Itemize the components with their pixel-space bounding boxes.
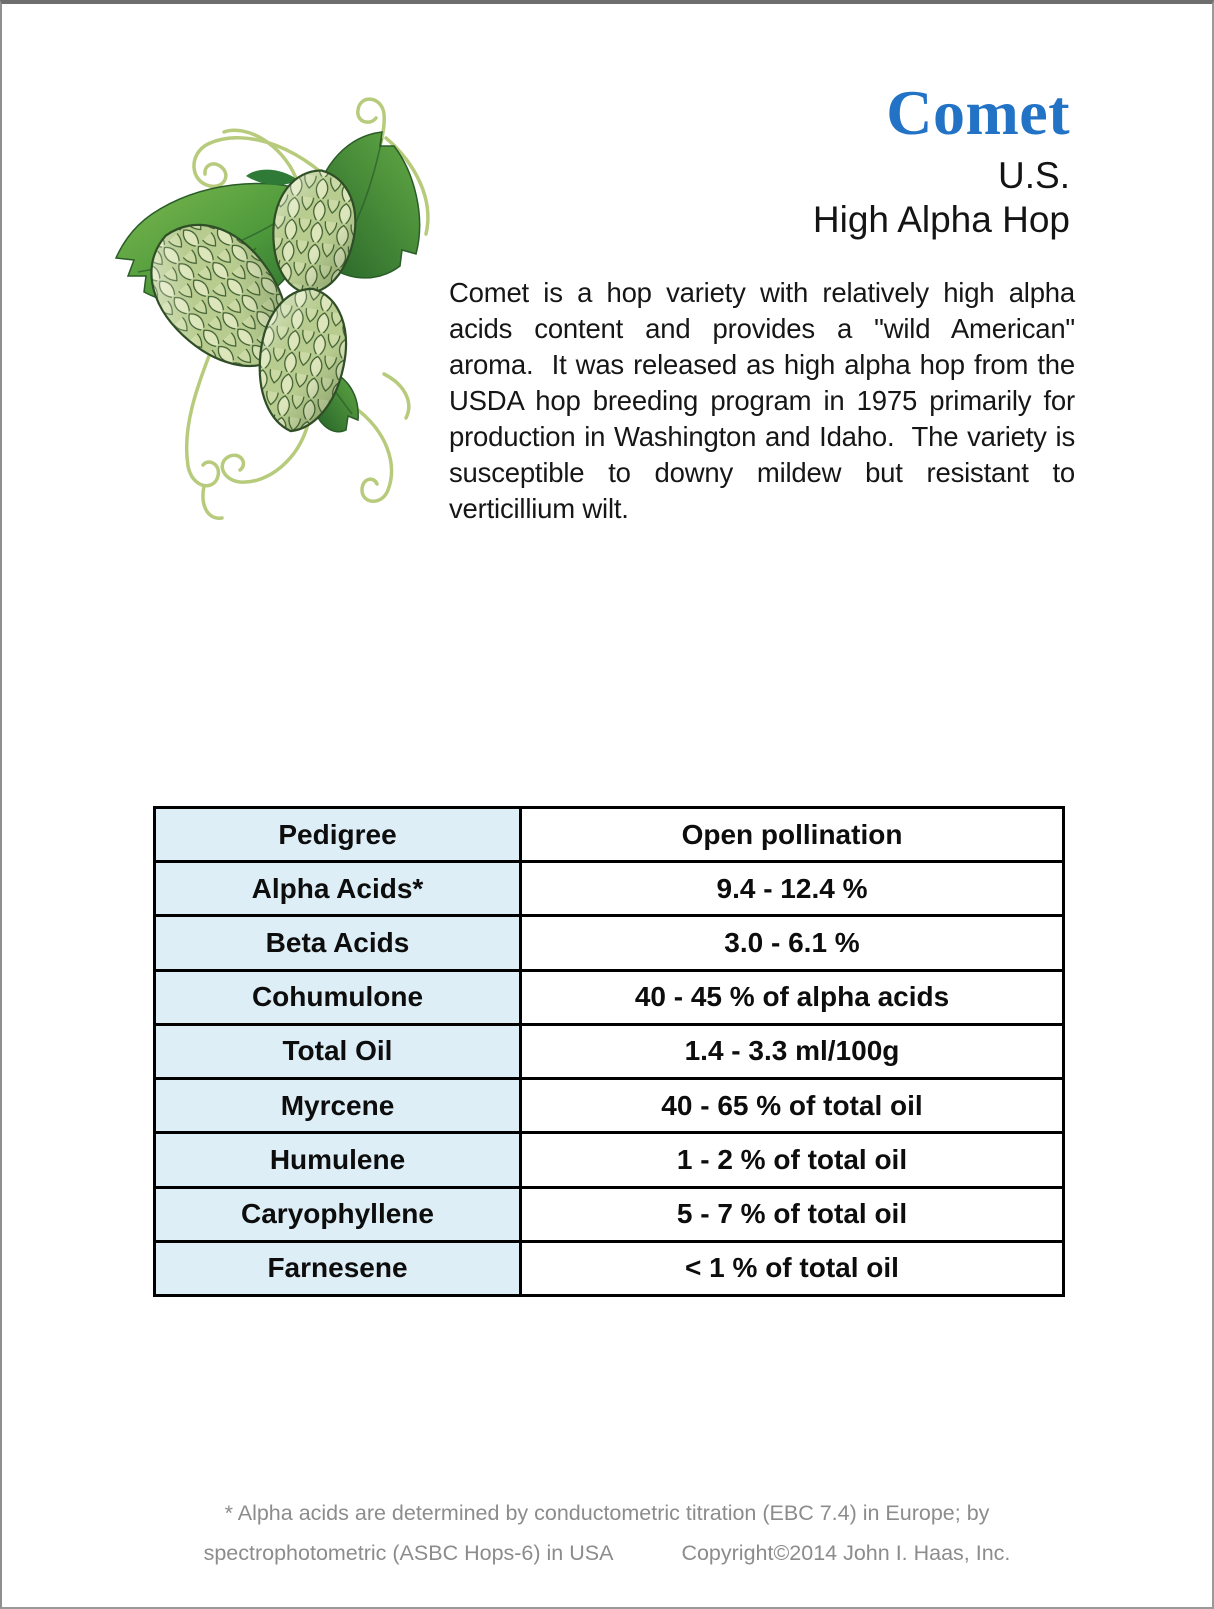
table-row bbox=[155, 1187, 1064, 1241]
spec-value-cell: Open pollination bbox=[521, 808, 1064, 862]
spec-label-cell: Farnesene bbox=[155, 1241, 521, 1295]
table-row bbox=[155, 1024, 1064, 1078]
vine-tendril bbox=[384, 374, 409, 418]
spec-label-cell: Alpha Acids* bbox=[155, 862, 521, 916]
footer-note-line2: spectrophotometric (ASBC Hops-6) in USA bbox=[203, 1541, 614, 1565]
spec-label-cell: Myrcene bbox=[155, 1079, 521, 1133]
page-title: Comet bbox=[886, 77, 1070, 148]
spec-value-cell: 40 - 45 % of alpha acids bbox=[521, 970, 1064, 1024]
table-row bbox=[155, 1079, 1064, 1133]
spec-label-cell: Pedigree bbox=[155, 808, 521, 862]
spec-label-cell: Total Oil bbox=[155, 1024, 521, 1078]
table-row bbox=[155, 1133, 1064, 1187]
subtitle-type: High Alpha Hop bbox=[812, 199, 1070, 240]
vine-tendril bbox=[187, 338, 219, 486]
spec-label-cell: Beta Acids bbox=[155, 916, 521, 970]
variety-description: Comet is a hop variety with relatively high alpha acids content and provides a "wild American" aroma. It was released as high alpha hop from the USDA hop breeding program in 1975 primarily for production in Washington and Idaho. The variety is susceptible to downy mildew but resistant to verticillium wilt. bbox=[449, 277, 1083, 524]
title-block bbox=[813, 78, 1070, 242]
spec-value-cell: < 1 % of total oil bbox=[521, 1241, 1064, 1295]
table-row bbox=[155, 970, 1064, 1024]
footer-note-line1: * Alpha acids are determined by conductometric titration (EBC 7.4) in Europe; by bbox=[224, 1501, 990, 1525]
spec-value-cell: 1.4 - 3.3 ml/100g bbox=[521, 1024, 1064, 1078]
spec-value-cell: 9.4 - 12.4 % bbox=[521, 862, 1064, 916]
footer bbox=[2, 1493, 1212, 1573]
spec-label-cell: Cohumulone bbox=[155, 970, 521, 1024]
table-row bbox=[155, 862, 1064, 916]
spec-label-cell: Caryophyllene bbox=[155, 1187, 521, 1241]
vine-tendril bbox=[222, 424, 308, 482]
spec-table-body bbox=[155, 808, 1064, 1296]
hop-cones-and-leaves-illustration bbox=[96, 88, 448, 522]
spec-label-cell: Humulene bbox=[155, 1133, 521, 1187]
spec-value-cell: 3.0 - 6.1 % bbox=[521, 916, 1064, 970]
copyright-text: Copyright©2014 John I. Haas, Inc. bbox=[681, 1541, 1011, 1565]
vine-tendril bbox=[358, 410, 391, 501]
spec-table bbox=[153, 806, 1065, 1297]
subtitle-region: U.S. bbox=[998, 155, 1070, 196]
spec-value-cell: 5 - 7 % of total oil bbox=[521, 1187, 1064, 1241]
hop-illustration-svg bbox=[96, 88, 448, 522]
vine-tendril bbox=[203, 486, 222, 518]
table-row bbox=[155, 1241, 1064, 1295]
spec-value-cell: 40 - 65 % of total oil bbox=[521, 1079, 1064, 1133]
footer-line2 bbox=[2, 1533, 1212, 1573]
spec-value-cell: 1 - 2 % of total oil bbox=[521, 1133, 1064, 1187]
leaf-bract bbox=[246, 170, 298, 185]
table-row bbox=[155, 916, 1064, 970]
table-row bbox=[155, 808, 1064, 862]
